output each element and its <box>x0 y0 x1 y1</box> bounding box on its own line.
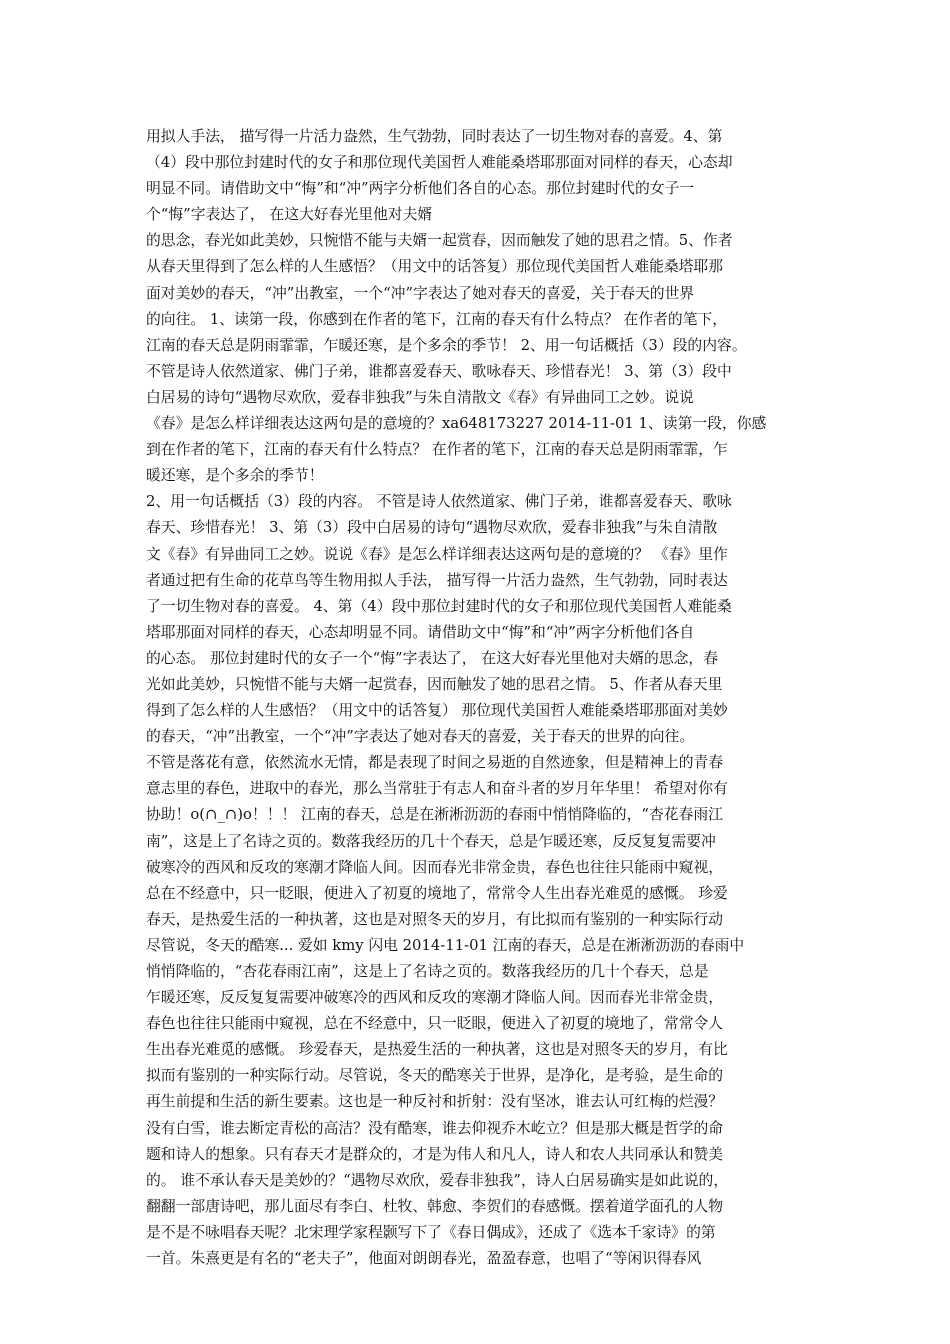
text-line: 了一切生物对春的喜爱。 4、第（4）段中那位封建时代的女子和那位现代美国哲人难能桑 <box>146 597 732 615</box>
text-line: 从春天里得到了怎么样的人生感悟？（用文中的话答复）那位现代美国哲人难能桑塔耶那 <box>146 258 724 276</box>
text-line: 没有白雪，谁去断定青松的高洁？没有酷寒，谁去仰视乔木屹立？但是那大概是哲学的命 <box>146 1119 724 1137</box>
text-line: 春天，是热爱生活的一种执著，这也是对照冬天的岁月，有比拟而有鉴别的一种实际行动 <box>146 910 724 928</box>
text-line: 光如此美妙，只惋惜不能与夫婿一起赏春，因而触发了她的思君之情。 5、作者从春天里 <box>146 675 723 693</box>
text-line: 到在作者的笔下，江南的春天有什么特点？ 在作者的笔下，江南的春天总是阴雨霏霏，乍 <box>146 441 728 459</box>
text-line: 明显不同。请借助文中“悔”和“冲”两字分析他们各自的心态。那位封建时代的女子一 <box>146 180 695 198</box>
text-line: 题和诗人的想象。只有春天才是群众的，才是为伟人和凡人，诗人和农人共同承认和赞美 <box>146 1145 724 1163</box>
text-line: 尽管说，冬天的酷寒... 爱如 kmy 闪电 2014-11-01 江南的春天，总是在淅淅沥沥的春雨中 <box>146 936 745 954</box>
text-line: 意志里的春色，进取中的春光，那么当常驻于有志人和奋斗者的岁月年华里！ 希望对你有 <box>146 780 728 798</box>
text-line: 面对美妙的春天，“冲”出教室，一个“冲”字表达了她对春天的喜爱，关于春天的世界 <box>146 284 695 302</box>
text-line: 拟而有鉴别的一种实际行动。尽管说，冬天的酷寒关于世界，是净化，是考验，是生命的 <box>146 1067 724 1085</box>
text-line: 生出春光难觅的感慨。 珍爱春天，是热爱生活的一种执著，这也是对照冬天的岁月，有比 <box>146 1041 728 1059</box>
text-line: 者通过把有生命的花草鸟等生物用拟人手法， 描写得一片活力盎然，生气勃勃，同时表达 <box>146 571 728 589</box>
text-line: 翻翻一部唐诗吧，那儿面尽有李白、杜牧、韩愈、李贺们的春感慨。摆着道学面孔的人物 <box>146 1197 724 1215</box>
text-line: 暖还寒，是个多余的季节！ <box>146 467 324 485</box>
text-line: 不管是诗人依然道家、佛门子弟，谁都喜爱春天、歌咏春天、珍惜春光！ 3、第（3）段中 <box>146 362 732 380</box>
text-line: 不管是落花有意，依然流水无情，都是表现了时间之易逝的自然迹象，但是精神上的青春 <box>146 754 724 772</box>
text-line: 2、用一句话概括（3）段的内容。 不管是诗人依然道家、佛门子弟，谁都喜爱春天、歌咏 <box>146 493 732 511</box>
text-line: 一首。朱熹更是有名的“老夫子”，他面对朗朗春光，盈盈春意，也唱了“等闲识得春风 <box>146 1250 702 1268</box>
document-body <box>146 124 814 1272</box>
text-line: 悄悄降临的，“杏花春雨江南”，这是上了名诗之页的。数落我经历的几十个春天，总是 <box>146 963 709 980</box>
text-line: 是不是不咏唱春天呢？北宋理学家程颢写下了《春日偶成》，还成了《选本千家诗》的第 <box>146 1223 716 1241</box>
text-line: 文《春》有异曲同工之妙。说说《春》是怎么样详细表达这两句是的意境的？ 《春》里作 <box>146 545 728 563</box>
text-line: 乍暖还寒，反反复复需要冲破寒冷的西风和反攻的寒潮才降临人间。因而春光非常金贵， <box>146 989 724 1007</box>
text-line: 白居易的诗句“遇物尽欢欣，爱春非独我”与朱自清散文《春》有异曲同工之妙。说说 <box>146 388 694 406</box>
text-line: 的思念，春光如此美妙，只惋惜不能与夫婿一起赏春，因而触发了她的思君之情。5、作者 <box>146 232 733 250</box>
text-line: 的。 谁不承认春天是美妙的？“遇物尽欢欣，爱春非独我”，诗人白居易确实是如此说的， <box>146 1171 729 1189</box>
text-line: （4）段中那位封建时代的女子和那位现代美国哲人难能桑塔耶那面对同样的春天，心态却 <box>146 154 733 172</box>
text-line: 得到了怎么样的人生感悟？（用文中的话答复） 那位现代美国哲人难能桑塔耶那面对美妙 <box>146 702 728 720</box>
text-line: 个“悔”字表达了， 在这大好春光里他对夫婿 <box>146 206 433 224</box>
text-line: 总在不经意中，只一眨眼，便进入了初夏的境地了，常常令人生出春光难觅的感慨。 珍爱 <box>146 884 728 902</box>
text-line: 协助！o(∩_∩)o！！！ 江南的春天，总是在淅淅沥沥的春雨中悄悄降临的，“杏花春雨江 <box>146 806 723 824</box>
text-line: 的心态。 那位封建时代的女子一个“悔”字表达了， 在这大好春光里他对夫婿的思念，春 <box>146 649 719 667</box>
text-line: 破寒冷的西风和反攻的寒潮才降临人间。因而春光非常金贵，春色也往往只能雨中窥视， <box>146 858 724 876</box>
text-line: 塔耶那面对同样的春天，心态却明显不同。请借助文中“悔”和“冲”两字分析他们各自 <box>146 623 695 641</box>
text-line: 再生前提和生活的新生要素。这也是一种反衬和折射：没有坚冰，谁去认可红梅的烂漫？ <box>146 1093 724 1111</box>
text-line: 《春》是怎么样详细表达这两句是的意境的？xa648173227 2014-11-01 1、读第一段，你感 <box>146 415 767 433</box>
text-line: 江南的春天总是阴雨霏霏，乍暖还寒，是个多余的季节！ 2、用一句话概括（3）段的内容。 <box>146 336 747 354</box>
text-line: 春天、珍惜春光！ 3、第（3）段中白居易的诗句“遇物尽欢欣，爱春非独我”与朱自清散 <box>146 519 718 537</box>
text-line: 的春天，“冲”出教室，一个“冲”字表达了她对春天的喜爱，关于春天的世界的向往。 <box>146 728 695 746</box>
text-line: 南”，这是上了名诗之页的。数落我经历的几十个春天，总是乍暖还寒，反反复复需要冲 <box>146 832 716 850</box>
text-line: 的向往。 1、读第一段，你感到在作者的笔下，江南的春天有什么特点？ 在作者的笔下， <box>146 310 728 328</box>
text-line: 用拟人手法， 描写得一片活力盎然，生气勃勃，同时表达了一切生物对春的喜爱。4、第 <box>146 128 723 145</box>
text-line: 春色也往往只能雨中窥视，总在不经意中，只一眨眼，便进入了初夏的境地了，常常令人 <box>146 1015 724 1033</box>
